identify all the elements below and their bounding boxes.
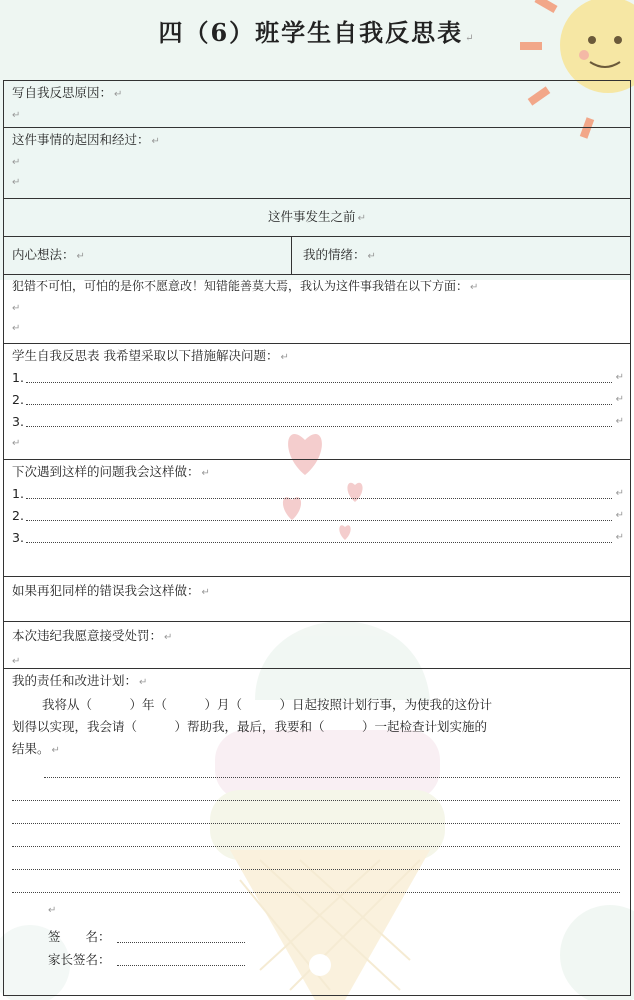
paragraph-mark-icon: ↵ <box>465 33 476 44</box>
plan-write-line-1[interactable] <box>44 777 620 778</box>
signature-field[interactable]: 签 名： <box>48 927 245 947</box>
measures-end-mark: ↵ <box>12 438 21 449</box>
process-label: 这件事情的起因和经过： ↵ <box>12 132 160 147</box>
punishment-label: 本次违纪我愿意接受处罚： ↵ <box>12 628 173 643</box>
measures-label: 学生自我反思表 我希望采取以下措施解决问题： ↵ <box>12 348 289 363</box>
plan-end-mark: ↵ <box>48 905 57 916</box>
plan-paragraph-line-1: 我将从（ ）年（ ）月（ ）日起按照计划行事，为使我的这份计 <box>42 697 493 712</box>
row-mistake <box>4 275 630 344</box>
parent-signature-field[interactable]: 家长签名： <box>48 950 245 970</box>
column-divider <box>291 237 292 274</box>
measures-item-1[interactable]: 1. ↵ <box>12 370 624 385</box>
next-time-item-2[interactable]: 2. ↵ <box>12 508 624 523</box>
page-title <box>0 13 634 48</box>
plan-paragraph-line-2: 划得以实现，我会请（ ）帮助我，最后，我要和（ ）一起检查计划实施的 <box>12 719 488 734</box>
measures-item-2[interactable]: 2. ↵ <box>12 392 624 407</box>
row-before-header <box>4 199 630 237</box>
next-time-label: 下次遇到这样的问题我会这样做： ↵ <box>12 464 210 479</box>
plan-write-line-4[interactable] <box>12 846 620 847</box>
plan-write-line-3[interactable] <box>12 823 620 824</box>
inner-thought-label[interactable]: 内心想法： ↵ <box>12 247 85 262</box>
punishment-input-area[interactable]: ↵ <box>12 656 21 667</box>
row-measures <box>4 344 630 460</box>
reason-label: 写自我反思原因： ↵ <box>12 85 123 100</box>
process-input-line-2[interactable]: ↵ <box>12 177 21 188</box>
plan-paragraph-line-3: 结果。 ↵ <box>12 741 60 756</box>
mistake-label: 犯错不可怕，可怕的是你不愿意改！知错能善莫大焉，我认为这件事我错在以下方面： ↵ <box>12 279 479 293</box>
plan-label: 我的责任和改进计划： ↵ <box>12 673 148 688</box>
repeat-label: 如果再犯同样的错误我会这样做： ↵ <box>12 583 210 598</box>
reflection-form-table <box>3 80 631 996</box>
mistake-input-line-1[interactable]: ↵ <box>12 303 21 314</box>
row-thought-mood <box>4 237 630 275</box>
process-input-line-1[interactable]: ↵ <box>12 157 21 168</box>
row-reason <box>4 81 630 128</box>
plan-write-line-2[interactable] <box>12 800 620 801</box>
title-text: 四（6）班学生自我反思表 <box>158 18 464 47</box>
my-mood-label[interactable]: 我的情绪： ↵ <box>303 247 376 262</box>
plan-write-line-6[interactable] <box>12 892 620 893</box>
next-time-item-3[interactable]: 3. ↵ <box>12 530 624 545</box>
row-repeat <box>4 577 630 622</box>
measures-item-3[interactable]: 3. ↵ <box>12 414 624 429</box>
row-process <box>4 128 630 199</box>
mistake-input-line-2[interactable]: ↵ <box>12 323 21 334</box>
reason-input-area[interactable]: ↵ <box>12 110 21 121</box>
row-plan <box>4 669 630 995</box>
plan-write-line-5[interactable] <box>12 869 620 870</box>
before-header-label: 这件事发生之前 ↵ <box>268 209 366 224</box>
next-time-item-1[interactable]: 1. ↵ <box>12 486 624 501</box>
row-punishment <box>4 622 630 669</box>
row-next-time <box>4 460 630 577</box>
